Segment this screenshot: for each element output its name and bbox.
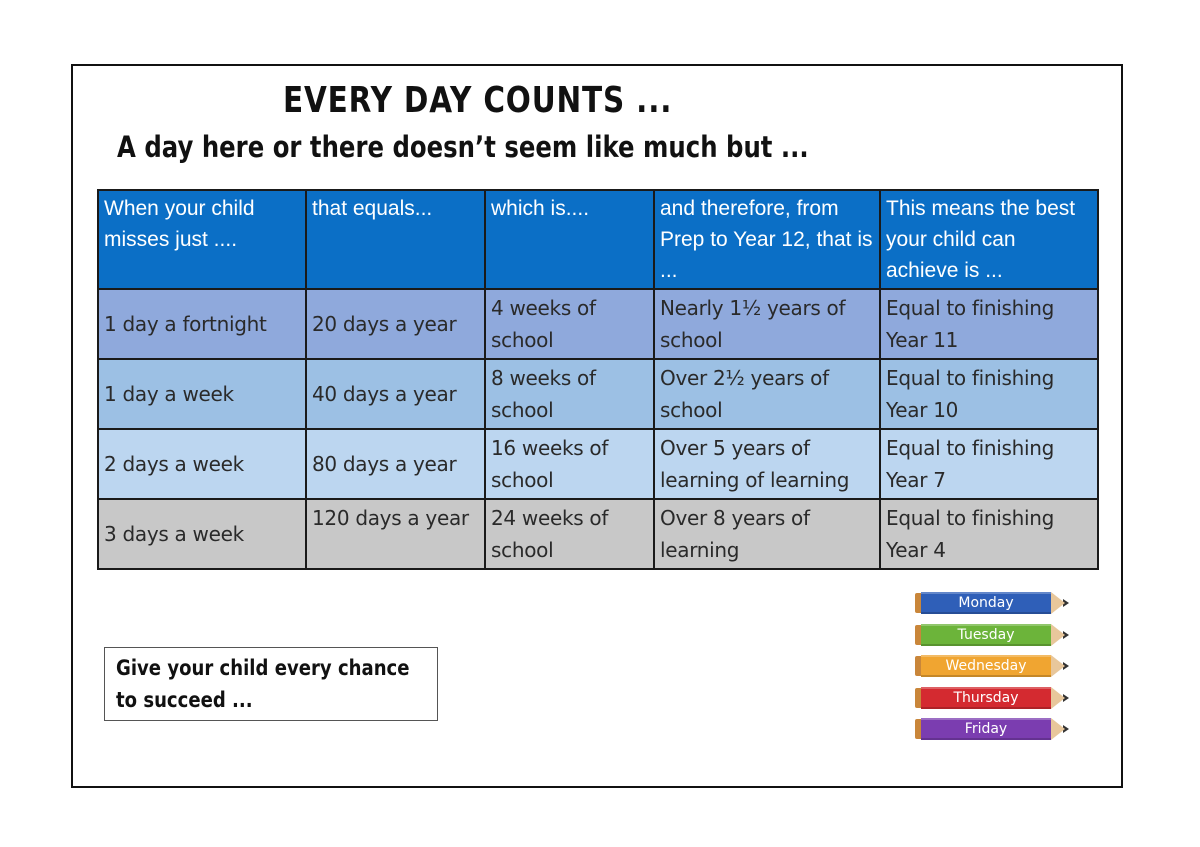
- poster-frame: [71, 64, 1123, 788]
- table-row: [98, 359, 1098, 429]
- header-prep-to-year-12: and therefore, from Prep to Year 12, that is ...: [654, 190, 880, 289]
- pencil-thursday: [915, 686, 1075, 710]
- pencil-friday: [915, 717, 1075, 741]
- pencil-tip: [1051, 718, 1065, 740]
- cell-years: Over 8 years of learning: [654, 499, 880, 569]
- header-which-is: which is....: [485, 190, 654, 289]
- cell-years: Over 5 years of learning of learning: [654, 429, 880, 499]
- table-row: [98, 499, 1098, 569]
- cell-days-per-year: 20 days a year: [306, 289, 485, 359]
- cell-misses: 1 day a week: [98, 359, 306, 429]
- pencil-label: Wednesday: [921, 655, 1051, 677]
- encouragement-box: [104, 647, 438, 721]
- cell-days-per-year: 120 days a year: [306, 499, 485, 569]
- pencil-tip: [1051, 624, 1065, 646]
- cell-misses: 2 days a week: [98, 429, 306, 499]
- poster-subtitle: A day here or there doesn’t seem like much but ...: [117, 130, 809, 164]
- cell-weeks: 16 weeks of school: [485, 429, 654, 499]
- table-header-row: [98, 190, 1098, 289]
- weekday-pencils: [915, 591, 1075, 749]
- cell-misses: 1 day a fortnight: [98, 289, 306, 359]
- cell-weeks: 24 weeks of school: [485, 499, 654, 569]
- pencil-monday: [915, 591, 1075, 615]
- cell-misses: 3 days a week: [98, 499, 306, 569]
- header-misses: When your child misses just ....: [98, 190, 306, 289]
- cell-years: Nearly 1½ years of school: [654, 289, 880, 359]
- encouragement-text: Give your child every chance to succeed ...: [116, 656, 410, 712]
- table-row: [98, 429, 1098, 499]
- cell-equal-to: Equal to finishing Year 7: [880, 429, 1098, 499]
- header-equals: that equals...: [306, 190, 485, 289]
- pencil-tip: [1051, 655, 1065, 677]
- pencil-tip: [1051, 687, 1065, 709]
- pencil-tuesday: [915, 623, 1075, 647]
- attendance-table: [97, 189, 1099, 570]
- cell-days-per-year: 40 days a year: [306, 359, 485, 429]
- header-best-achievable: This means the best your child can achieve is ...: [880, 190, 1098, 289]
- cell-weeks: 4 weeks of school: [485, 289, 654, 359]
- pencil-tip: [1051, 592, 1065, 614]
- cell-equal-to: Equal to finishing Year 4: [880, 499, 1098, 569]
- pencil-label: Monday: [921, 592, 1051, 614]
- poster-title: EVERY DAY COUNTS ...: [283, 80, 673, 121]
- cell-equal-to: Equal to finishing Year 11: [880, 289, 1098, 359]
- pencil-wednesday: [915, 654, 1075, 678]
- cell-equal-to: Equal to finishing Year 10: [880, 359, 1098, 429]
- pencil-label: Tuesday: [921, 624, 1051, 646]
- pencil-label: Friday: [921, 718, 1051, 740]
- cell-days-per-year: 80 days a year: [306, 429, 485, 499]
- cell-weeks: 8 weeks of school: [485, 359, 654, 429]
- pencil-label: Thursday: [921, 687, 1051, 709]
- table-row: [98, 289, 1098, 359]
- cell-years: Over 2½ years of school: [654, 359, 880, 429]
